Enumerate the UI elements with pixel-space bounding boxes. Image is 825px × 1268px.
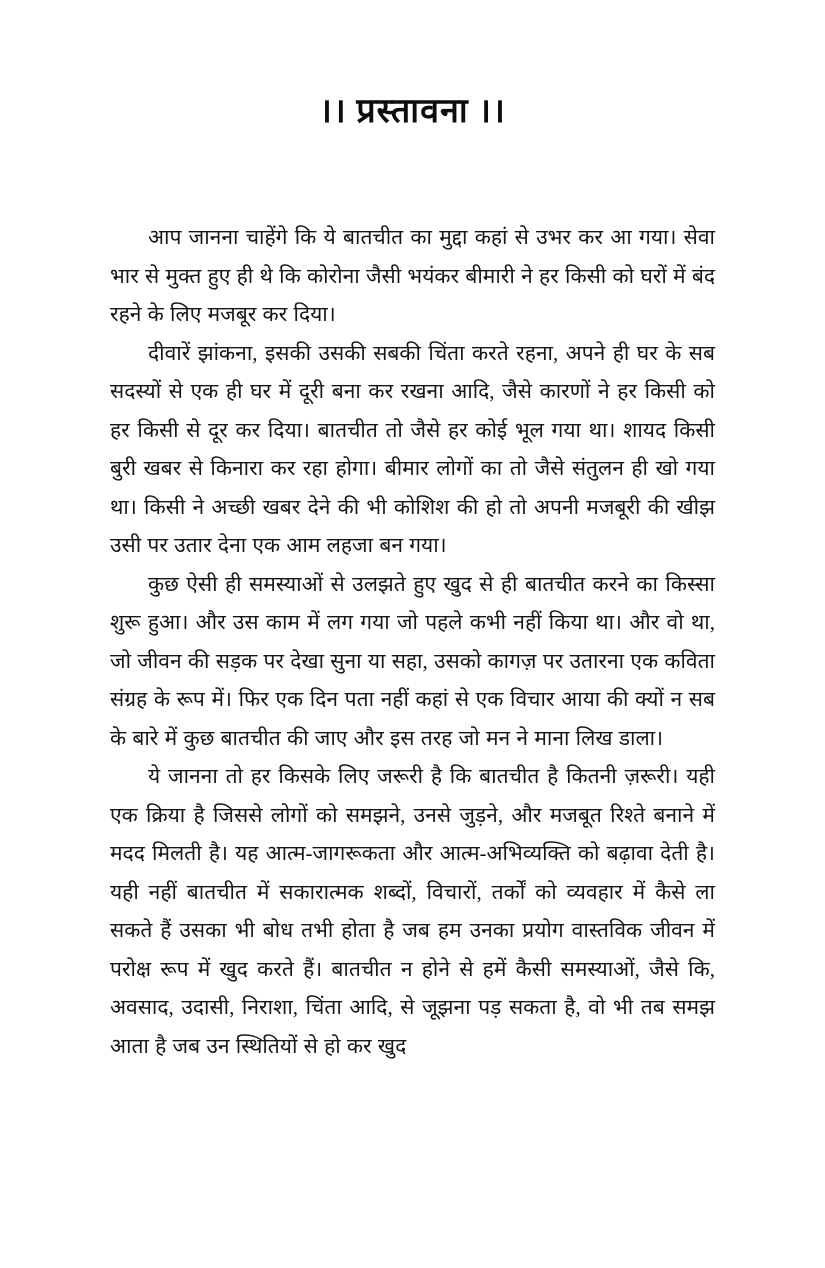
paragraph-2: दीवारें झांकना, इसकी उसकी सबकी चिंता करते रहना, अपने ही घर के सब सदस्यों से एक ही घर में दूरी बना कर रखना आदि, जैसे कारणों ने हर किसी को हर किसी से दूर कर दिया। बातचीत तो जैसे हर कोई भूल गया था। शायद किसी बुरी खबर से किनारा कर रहा होगा। बीमार लोगों का तो जैसे संतुलन ही खो गया था। किसी ने अच्छी खबर देने की भी कोशिश की हो तो अपनी मजबूरी की खीझ उसी पर उतार देना एक आम लहजा बन गया। bbox=[110, 340, 715, 557]
paragraph-4: ये जानना तो हर किसके लिए जरूरी है कि बातचीत है कितनी ज़रूरी। यही एक क्रिया है जिससे लोगों को समझने, उनसे जुड़ने, और मजबूत रिश्ते बनाने में मदद मिलती है। यह आत्म-जागरूकता और आत्म-अभिव्यक्ति को बढ़ावा देती है। यही नहीं बातचीत में सकारात्मक शब्दों, विचारों, तर्कों को व्यवहार में कैसे ला सकते हैं उसका भी बोध तभी होता है जब हम उनका प्रयोग वास्तविक जीवन में परोक्ष रूप में खुद करते हैं। बातचीत न होने से हमें कैसी समस्याओं, जैसे कि, अवसाद, उदासी, निराशा, चिंता आदि, से जूझना पड़ सकता है, वो भी तब समझ आता है जब उन स्थितियों से हो कर खुद bbox=[110, 764, 715, 1058]
paragraph-1: आप जानना चाहेंगे कि ये बातचीत का मुद्दा कहां से उभर कर आ गया। सेवा भार से मुक्त हुए ही थे कि कोरोना जैसी भयंकर बीमारी ने हर किसी को घरों में बंद रहने के लिए मजबूर कर दिया। bbox=[110, 225, 715, 326]
page-body bbox=[110, 218, 715, 1065]
page-title: ।। प्रस्तावना ।। bbox=[319, 93, 506, 130]
paragraph-3: कुछ ऐसी ही समस्याओं से उलझते हुए खुद से ही बातचीत करने का किस्सा शुरू हुआ। और उस काम में लग गया जो पहले कभी नहीं किया था। और वो था, जो जीवन की सड़क पर देखा सुना या सहा, उसको कागज़ पर उतारना एक कविता संग्रह के रूप में। फिर एक दिन पता नहीं कहां से एक विचार आया की क्यों न सब के बारे में कुछ बातचीत की जाए और इस तरह जो मन ने माना लिख डाला। bbox=[110, 571, 715, 750]
